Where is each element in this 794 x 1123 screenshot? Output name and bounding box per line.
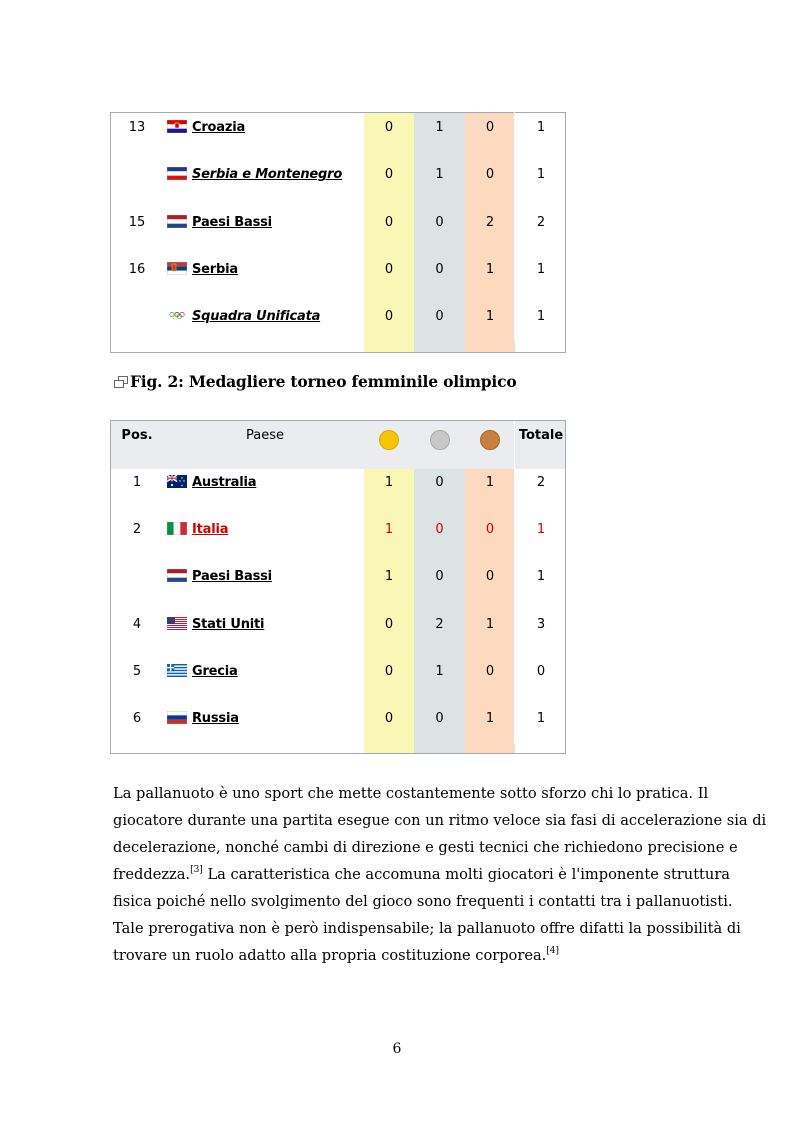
paragraph-line: Tale prerogativa non è però indispensabile; la pallanuoto offre difatti la possibilità di bbox=[113, 920, 741, 937]
silver-count: 0 bbox=[435, 569, 444, 585]
bronze-count: 1 bbox=[485, 261, 495, 277]
silver-count: 0 bbox=[435, 309, 444, 325]
country-cell bbox=[167, 662, 363, 682]
page-number: 6 bbox=[392, 1041, 402, 1057]
cell-divider bbox=[514, 201, 515, 248]
figure-caption bbox=[114, 372, 517, 391]
bronze-medal-icon[interactable] bbox=[465, 426, 515, 453]
header-row bbox=[111, 426, 565, 446]
silver-count: 1 bbox=[435, 120, 444, 135]
gold-count: 0 bbox=[384, 663, 394, 679]
bronze-count: 0 bbox=[485, 120, 495, 135]
total-count: 1 bbox=[536, 309, 546, 325]
gold-count: 0 bbox=[384, 616, 394, 632]
paragraph-line: giocatore durante una partita esegue con un ritmo veloce sia fasi di accelerazione sia di bbox=[113, 812, 767, 829]
header-total[interactable]: Totale bbox=[518, 428, 564, 443]
netherlands-flag bbox=[167, 569, 192, 584]
paragraph-line bbox=[113, 942, 681, 969]
bronze-count: 0 bbox=[485, 167, 495, 183]
header-country[interactable]: Paese bbox=[246, 428, 284, 443]
country-cell bbox=[167, 615, 363, 635]
position-cell: 13 bbox=[128, 120, 146, 135]
bronze-count: 0 bbox=[485, 663, 495, 679]
silver-count: 1 bbox=[435, 167, 444, 183]
italy-flag bbox=[167, 522, 192, 537]
country-cell bbox=[167, 709, 363, 729]
cell-divider bbox=[514, 603, 515, 650]
serbia-flag bbox=[167, 262, 192, 277]
country-link[interactable]: Stati Uniti bbox=[192, 616, 265, 632]
silver-count: 1 bbox=[435, 663, 444, 679]
table-row bbox=[111, 307, 565, 327]
paragraph-line: decelerazione, nonché cambi di direzione e gesti tecnici che richiedono precisione e bbox=[113, 839, 738, 856]
bronze-count: 0 bbox=[485, 522, 495, 538]
cell-divider bbox=[514, 555, 515, 602]
cell-divider bbox=[514, 106, 515, 153]
country-cell bbox=[167, 307, 363, 327]
silver-count: 0 bbox=[435, 522, 444, 538]
table-row bbox=[111, 567, 565, 587]
silver-count: 0 bbox=[435, 711, 444, 726]
body-paragraph bbox=[113, 780, 767, 969]
country-link[interactable]: Australia bbox=[192, 475, 257, 490]
position-cell: 15 bbox=[128, 214, 146, 230]
country-cell bbox=[167, 118, 363, 138]
gold-count: 0 bbox=[384, 711, 394, 726]
country-cell bbox=[167, 260, 363, 280]
country-link[interactable]: Croazia bbox=[192, 120, 246, 135]
caption-text: Fig. 2: Medagliere torneo femminile olimpico bbox=[130, 372, 517, 391]
russia-flag bbox=[167, 711, 192, 726]
gold-count: 0 bbox=[384, 261, 394, 277]
position-cell: 6 bbox=[132, 711, 142, 726]
paragraph-line: fisica poiché nello svolgimento del gioco sono frequenti i contatti tra i pallanuotisti. bbox=[113, 893, 733, 910]
cell-divider bbox=[514, 697, 515, 744]
paragraph-text: trovare un ruolo adatto alla propria costituzione corporea. bbox=[113, 947, 547, 964]
country-link[interactable]: Serbia bbox=[192, 261, 238, 277]
silver-count: 0 bbox=[435, 475, 444, 490]
gold-count: 0 bbox=[384, 214, 394, 230]
country-link[interactable]: Italia bbox=[192, 522, 229, 538]
country-cell bbox=[167, 567, 363, 587]
bronze-count: 1 bbox=[485, 309, 495, 325]
total-count: 2 bbox=[536, 214, 546, 230]
position-cell: 4 bbox=[132, 616, 142, 632]
silver-count: 0 bbox=[435, 214, 444, 230]
gold-count: 1 bbox=[384, 475, 394, 490]
cell-divider bbox=[514, 295, 515, 342]
country-link[interactable]: Russia bbox=[192, 711, 239, 726]
table-row bbox=[111, 520, 565, 540]
paragraph-line bbox=[113, 861, 730, 888]
total-count: 1 bbox=[536, 167, 546, 183]
gold-medal-icon[interactable] bbox=[364, 426, 414, 453]
total-count: 1 bbox=[536, 120, 546, 135]
country-cell bbox=[167, 213, 363, 233]
bronze-count: 1 bbox=[485, 475, 495, 490]
country-link[interactable]: Squadra Unificata bbox=[192, 309, 321, 325]
total-count: 2 bbox=[536, 475, 546, 490]
total-count: 0 bbox=[536, 663, 546, 679]
greece-flag bbox=[167, 664, 192, 679]
croatia-flag bbox=[167, 120, 192, 135]
bronze-count: 2 bbox=[485, 214, 495, 230]
gold-count: 0 bbox=[384, 167, 394, 183]
women-medal-table bbox=[110, 420, 566, 754]
paragraph-text: freddezza. bbox=[113, 866, 191, 883]
olympic-rings-flag bbox=[167, 309, 192, 324]
total-count: 3 bbox=[536, 616, 546, 632]
position-cell: 1 bbox=[132, 475, 142, 490]
total-count: 1 bbox=[536, 522, 546, 538]
total-count: 1 bbox=[536, 569, 546, 585]
bronze-count: 1 bbox=[485, 711, 495, 726]
reference-4[interactable]: [4] bbox=[546, 946, 560, 956]
cell-divider bbox=[514, 248, 515, 295]
table-row bbox=[111, 213, 565, 233]
table-row bbox=[111, 473, 565, 493]
total-count: 1 bbox=[536, 261, 546, 277]
silver-count: 0 bbox=[435, 261, 444, 277]
cell-divider bbox=[514, 153, 515, 200]
cell-divider bbox=[514, 650, 515, 697]
position-cell: 2 bbox=[132, 522, 142, 538]
gold-count: 0 bbox=[384, 309, 394, 325]
table-row bbox=[111, 615, 565, 635]
cell-divider bbox=[514, 508, 515, 555]
table-row bbox=[111, 662, 565, 682]
silver-count: 2 bbox=[435, 616, 444, 632]
serbia-montenegro-flag bbox=[167, 167, 192, 182]
gold-count: 0 bbox=[384, 120, 394, 135]
position-cell: 16 bbox=[128, 261, 146, 277]
header-pos[interactable]: Pos. bbox=[121, 428, 153, 443]
table-row bbox=[111, 709, 565, 729]
gold-count: 1 bbox=[384, 522, 394, 538]
medal-table-continued bbox=[110, 112, 566, 353]
total-count: 1 bbox=[536, 711, 546, 726]
gold-count: 1 bbox=[384, 569, 394, 585]
table-row bbox=[111, 260, 565, 280]
reference-3[interactable]: [3] bbox=[190, 865, 203, 875]
paragraph-line: La pallanuoto è uno sport che mette costantemente sotto sforzo chi lo pratica. Il bbox=[113, 785, 709, 802]
bronze-count: 0 bbox=[485, 569, 495, 585]
position-cell: 5 bbox=[132, 663, 142, 679]
country-cell bbox=[167, 473, 363, 493]
country-link[interactable]: Serbia e Montenegro bbox=[192, 167, 343, 183]
country-link[interactable]: Grecia bbox=[192, 663, 238, 679]
australia-flag bbox=[167, 475, 192, 490]
bronze-count: 1 bbox=[485, 616, 495, 632]
table-row bbox=[111, 118, 565, 138]
usa-flag bbox=[167, 617, 192, 632]
country-cell bbox=[167, 165, 363, 185]
netherlands-flag bbox=[167, 215, 192, 230]
cell-divider bbox=[514, 461, 515, 508]
country-link[interactable]: Paesi Bassi bbox=[192, 214, 272, 230]
paragraph-text: La caratteristica che accomuna molti giocatori è l'imponente struttura bbox=[202, 866, 730, 883]
country-link[interactable]: Paesi Bassi bbox=[192, 569, 272, 585]
figure-link-icon[interactable] bbox=[114, 376, 128, 388]
silver-medal-icon[interactable] bbox=[414, 426, 465, 453]
country-cell bbox=[167, 520, 363, 540]
table-row bbox=[111, 165, 565, 185]
